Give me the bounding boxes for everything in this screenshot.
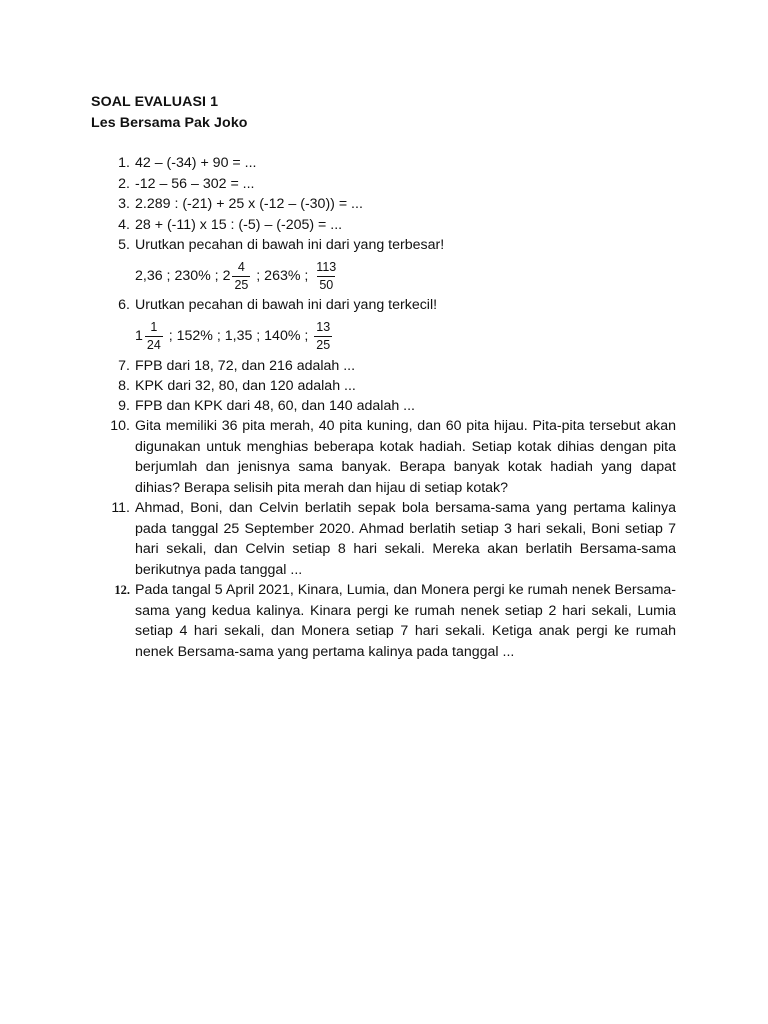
mixed-whole: 2 [222,268,231,284]
fraction [145,320,163,353]
fraction-denominator: 25 [234,277,249,292]
fraction-denominator: 24 [146,337,161,352]
fraction [314,320,332,353]
fraction [314,260,338,293]
document-subtitle: Les Bersama Pak Joko [91,115,248,131]
question-number: 11. [111,500,130,516]
fraction-numerator: 13 [316,319,331,334]
question-text: Gita memiliki 36 pita merah, 40 pita kuning, dan 60 pita hijau. Pita-pita tersebut akan digunakan untuk menghias beberapa kotak hadiah. Setiap kotak dihias dengan pita berjumlah dan jenisnya sama banyak. Berapa banyak kotak hadiah yang dapat dihias? Berapa selisih pita merah dan hijau di setiap kotak? [135,418,676,496]
question-text: 42 – (-34) + 90 = ... [135,155,257,171]
question-number: 8. [118,378,130,394]
question-text: 28 + (-11) x 15 : (-5) – (-205) = ... [135,217,343,233]
question-text: FPB dari 18, 72, dan 216 adalah ... [135,358,356,374]
fraction-numerator: 1 [150,319,158,334]
question-number: 6. [118,297,130,313]
question-number: 10. [110,418,130,434]
question-text: 2.289 : (-21) + 25 x (-12 – (-30)) = ... [135,196,363,212]
fraction-denominator: 25 [316,337,331,352]
question-number: 4. [118,217,130,233]
fraction [232,260,250,293]
question-number: 9. [118,398,130,414]
question-text: Urutkan pecahan di bawah ini dari yang terbesar! [135,237,445,253]
question-text: Pada tangal 5 April 2021, Kinara, Lumia, dan Monera pergi ke rumah nenek Bersama-sama yang kedua kalinya. Kinara pergi ke rumah nenek setiap 2 hari sekali, Lumia setiap 4 hari sekali, dan Monera setiap 7 hari sekali. Ketiga anak pergi ke rumah nenek Bersama-sama yang pertama kalinya pada tanggal ... [135,582,676,660]
question-number: 12. [114,583,130,597]
fraction-numerator: 113 [316,259,337,274]
fraction-numerator: 4 [237,259,245,274]
list-value: ; 263% ; [252,268,313,284]
question-number: 7. [118,358,130,374]
question-number: 1. [118,155,130,171]
document-title: SOAL EVALUASI 1 [91,94,219,110]
question-number: 3. [118,196,130,212]
question-text: FPB dan KPK dari 48, 60, dan 140 adalah ... [135,398,416,414]
question-number: 5. [118,237,130,253]
fraction-list [135,256,340,296]
question-text: Ahmad, Boni, dan Celvin berlatih sepak bola bersama-sama yang pertama kalinya pada tanggal 25 September 2020. Ahmad berlatih setiap 3 hari sekali, Boni setiap 7 hari sekali, dan Celvin setiap 8 hari sekali. Mereka akan berlatih Bersama-sama berikutnya pada tanggal ... [135,500,676,578]
question-text: -12 – 56 – 302 = ... [135,176,255,192]
question-number: 2. [118,176,130,192]
question-text: Urutkan pecahan di bawah ini dari yang terkecil! [135,297,438,313]
mixed-whole: 1 [135,328,143,344]
fraction-denominator: 50 [319,277,334,292]
question-text: KPK dari 32, 80, dan 120 adalah ... [135,378,356,394]
list-value: ; 152% ; 1,35 ; 140% ; [164,328,313,344]
fraction-list [135,316,334,356]
list-value: 2,36 ; 230% ; [135,268,223,284]
